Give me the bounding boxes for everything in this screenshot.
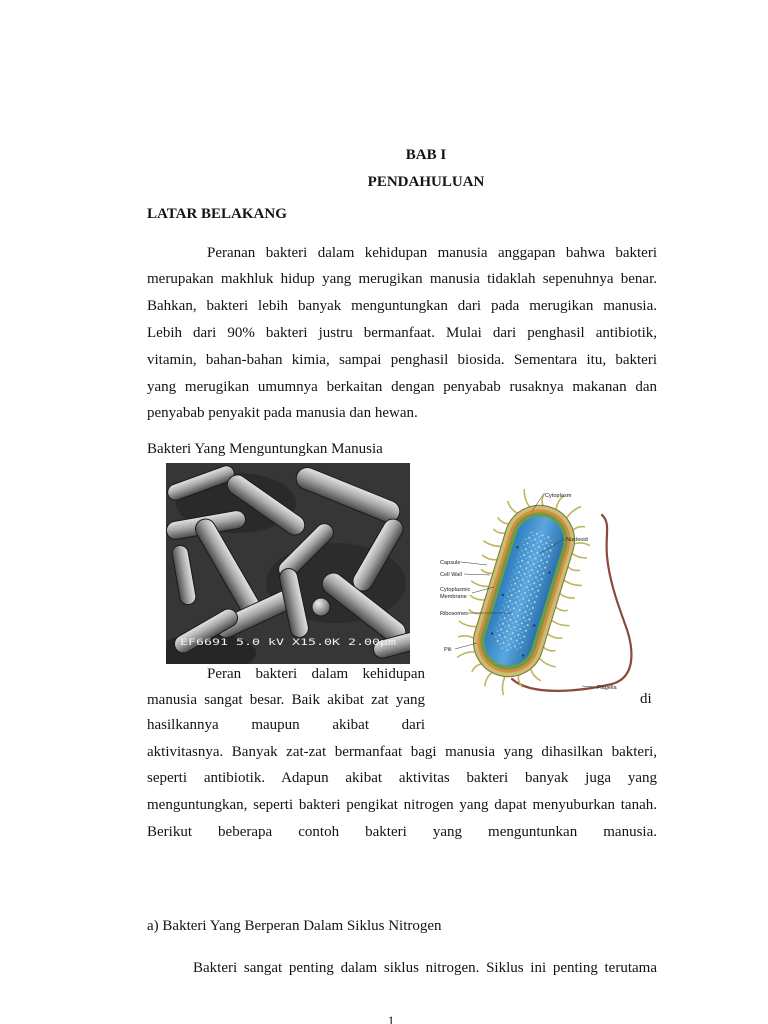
subheading-beneficial-bacteria: Bakteri Yang Menguntungkan Manusia (147, 441, 383, 457)
paragraph-line: Peran bakteri dalam kehidupan (207, 666, 425, 682)
label-nucleoid: Nucleoid (566, 537, 588, 543)
pilus (572, 553, 587, 559)
leader-line (461, 562, 487, 565)
pilus (547, 634, 562, 640)
pilus (520, 490, 534, 507)
leader-line (582, 686, 595, 687)
label-cytoplasm: Cytoplasm (545, 493, 572, 499)
paragraph-continued (147, 739, 657, 846)
pilus (528, 669, 542, 681)
leader-line (464, 574, 490, 575)
pilus (459, 621, 477, 628)
pilus (484, 672, 491, 687)
pilus (469, 610, 481, 615)
section-title: LATAR BELAKANG (147, 206, 287, 222)
paragraph-line: Lebih dari 90% bakteri justru bermanfaat. Mulai dari penghasil antibiotik, (147, 324, 657, 341)
micrograph-imprint: EF6691 5.0 kV X15.0K 2.00µm (180, 638, 396, 648)
paragraph-intro (147, 240, 657, 428)
pilus (458, 647, 475, 661)
paragraph-line: Bakteri sangat penting dalam siklus nitrogen. Siklus ini penting terutama (193, 959, 657, 976)
paragraph-line: hasilkannya maupun akibat dari (147, 717, 425, 733)
bacterium-body (443, 483, 605, 707)
bacterium-structure-diagram (432, 483, 650, 718)
pilus (505, 502, 519, 514)
paragraph-nitrogen (193, 955, 657, 982)
paragraph-line: menguntungkan, seperti bakteri pengikat nitrogen yang dapat menyuburkan tanah. (147, 797, 657, 814)
pilus (497, 518, 509, 524)
paragraph-line: penyabab penyakit pada manusia dan hewan. (147, 405, 418, 422)
label-line: Cytoplasmic (440, 587, 471, 593)
paragraph-line: Berikut beberapa contoh bakteri yang menguntunkan manusia. (147, 823, 657, 840)
bacterium-end-on (312, 598, 330, 616)
pilus (472, 662, 481, 673)
paragraph-line: vitamin, bahan-bahan kimia, sampai penghasil biosida. Sementara itu, bakteri (147, 351, 657, 368)
label-line: Membrane (440, 594, 467, 600)
paragraph-line: yang merugikan umumnya berkaitan dengan penyabab rusaknya makanan dan (147, 378, 657, 395)
diagram-svg (432, 483, 650, 718)
pilus (543, 647, 555, 652)
paragraph-trailing-word: di (640, 691, 652, 707)
pilus (500, 676, 509, 694)
pilus (483, 541, 501, 548)
pilus (567, 504, 581, 521)
label-flagella: Flagella (597, 685, 617, 691)
pilus (555, 607, 567, 612)
pilus (481, 570, 493, 575)
pilus (470, 596, 485, 602)
pilus (551, 620, 569, 627)
label-pili: Pili (444, 647, 452, 653)
paragraph-line: seperti antibiotik. Adapun akibat aktivitas bakteri banyak juga yang (147, 770, 657, 787)
micrograph-svg (166, 463, 410, 664)
pilus (559, 594, 574, 600)
pilus (563, 580, 581, 587)
paragraph-line: aktivitasnya. Banyak zat-zat bermanfaat bagi manusia yang dihasilkan bakteri, (147, 743, 657, 760)
page-number: 1 (387, 1013, 395, 1024)
label-ribosomes: Ribosomes (440, 611, 468, 617)
subheading-nitrogen-cycle: a) Bakteri Yang Berperan Dalam Siklus Nitrogen (147, 918, 442, 934)
pilus (459, 634, 474, 641)
paragraph-line: Peranan bakteri dalam kehidupan manusia anggapan bahwa bakteri (207, 244, 657, 261)
pilus (493, 529, 505, 534)
label-cytoplasmic-membrane (440, 587, 472, 600)
pilus (538, 658, 556, 667)
label-cell-wall: Cell Wall (440, 572, 462, 578)
bacteria-micrograph-image (166, 463, 410, 664)
pilus (471, 581, 489, 588)
chapter-title: PENDAHULUAN (367, 174, 485, 190)
pilus (573, 524, 584, 533)
chapter-number: BAB I (405, 147, 447, 163)
paragraph-wrapped (147, 662, 425, 739)
label-capsule: Capsule (440, 560, 461, 566)
paragraph-line: Bahkan, bakteri lebih banyak menguntungkan dari pada merugikan manusia. (147, 298, 657, 315)
pilus (482, 555, 497, 561)
paragraph-line: merupakan makhluk hidup yang merugikan manusia tidaklah sepenuhnya benar. (147, 271, 657, 288)
pilus (568, 567, 580, 572)
paragraph-line: manusia sangat besar. Baik akibat zat yang (147, 691, 425, 708)
